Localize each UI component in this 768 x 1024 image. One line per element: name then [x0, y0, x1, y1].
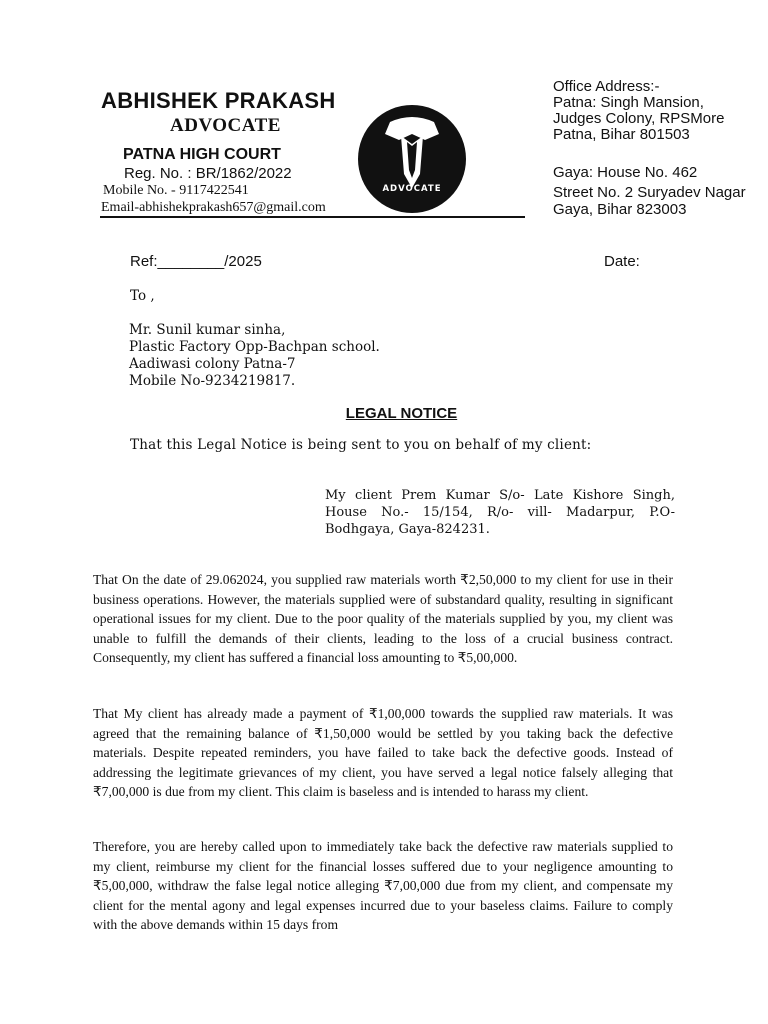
- recipient-line: Aadiwasi colony Patna-7: [129, 356, 296, 372]
- header-divider: [100, 216, 525, 218]
- court-name: PATNA HIGH COURT: [123, 146, 281, 163]
- recipient-line: Mobile No-9234219817.: [129, 373, 296, 389]
- to-label: To ,: [130, 288, 155, 304]
- gaya-address-line: Street No. 2 Suryadev Nagar: [553, 184, 746, 201]
- logo-text: ADVOCATE: [382, 184, 442, 194]
- date-label: Date:: [604, 253, 640, 270]
- office-heading: Office Address:-: [553, 78, 660, 95]
- gaya-address-line: Gaya, Bihar 823003: [553, 201, 687, 218]
- reference-number: Ref:________/2025: [130, 253, 262, 270]
- advocate-email: Email-abhishekprakash657@gmail.com: [101, 200, 326, 215]
- patna-address-line: Patna, Bihar 801503: [553, 126, 690, 143]
- advocate-title: ADVOCATE: [170, 115, 281, 136]
- recipient-address: [129, 322, 380, 390]
- notice-title: LEGAL NOTICE: [345, 405, 458, 422]
- gaya-address-line: Gaya: House No. 462: [553, 164, 698, 181]
- patna-address-line: Patna: Singh Mansion,: [553, 94, 704, 111]
- notice-intro: That this Legal Notice is being sent to you on behalf of my client:: [130, 437, 592, 453]
- notice-paragraph: That My client has already made a payment of ₹1,00,000 towards the supplied raw materials. It was agreed that the remaining balance of ₹1,50,000 would be settled by you taking back the defective materials. Despite repeated reminders, you have failed to take back the defective goods. Instead of addressing the legitimate grievances of my client, you have served a legal notice falsely alleging that ₹7,00,000 is due from my client. This claim is baseless and is intended to harass my client.: [93, 706, 673, 800]
- patna-address-line: Judges Colony, RPSMore: [553, 110, 725, 127]
- advocate-name: ABHISHEK PRAKASH: [101, 88, 336, 113]
- client-details: My client Prem Kumar S/o- Late Kishore Singh, House No.- 15/154, R/o- vill- Madarpur, P.O- Bodhgaya, Gaya-824231.: [325, 488, 675, 537]
- advocate-mobile: Mobile No. - 9117422541: [103, 183, 249, 198]
- registration-number: Reg. No. : BR/1862/2022: [124, 165, 292, 182]
- recipient-line: Plastic Factory Opp-Bachpan school.: [129, 339, 380, 355]
- advocate-logo-icon: [357, 104, 467, 214]
- notice-paragraph: That On the date of 29.062024, you supplied raw materials worth ₹2,50,000 to my client for use in their business operations. However, the materials supplied were of substandard quality, resulting in significant operational issues for my client. Due to the poor quality of the materials supplied by you, my client was unable to fulfill the demands of their clients, leading to the loss of a crucial business contract. Consequently, my client has suffered a financial loss amounting to ₹5,00,000.: [93, 572, 673, 666]
- notice-paragraph: Therefore, you are hereby called upon to immediately take back the defective raw materials supplied to my client, reimburse my client for the financial losses suffered due to your negligence amounting to ₹5,00,000, withdraw the false legal notice alleging ₹7,00,000 due from my client, and compensate my client for the mental agony and legal expenses incurred due to your baseless claims. Failure to comply with the above demands within 15 days from: [93, 839, 673, 933]
- recipient-line: Mr. Sunil kumar sinha,: [129, 322, 286, 338]
